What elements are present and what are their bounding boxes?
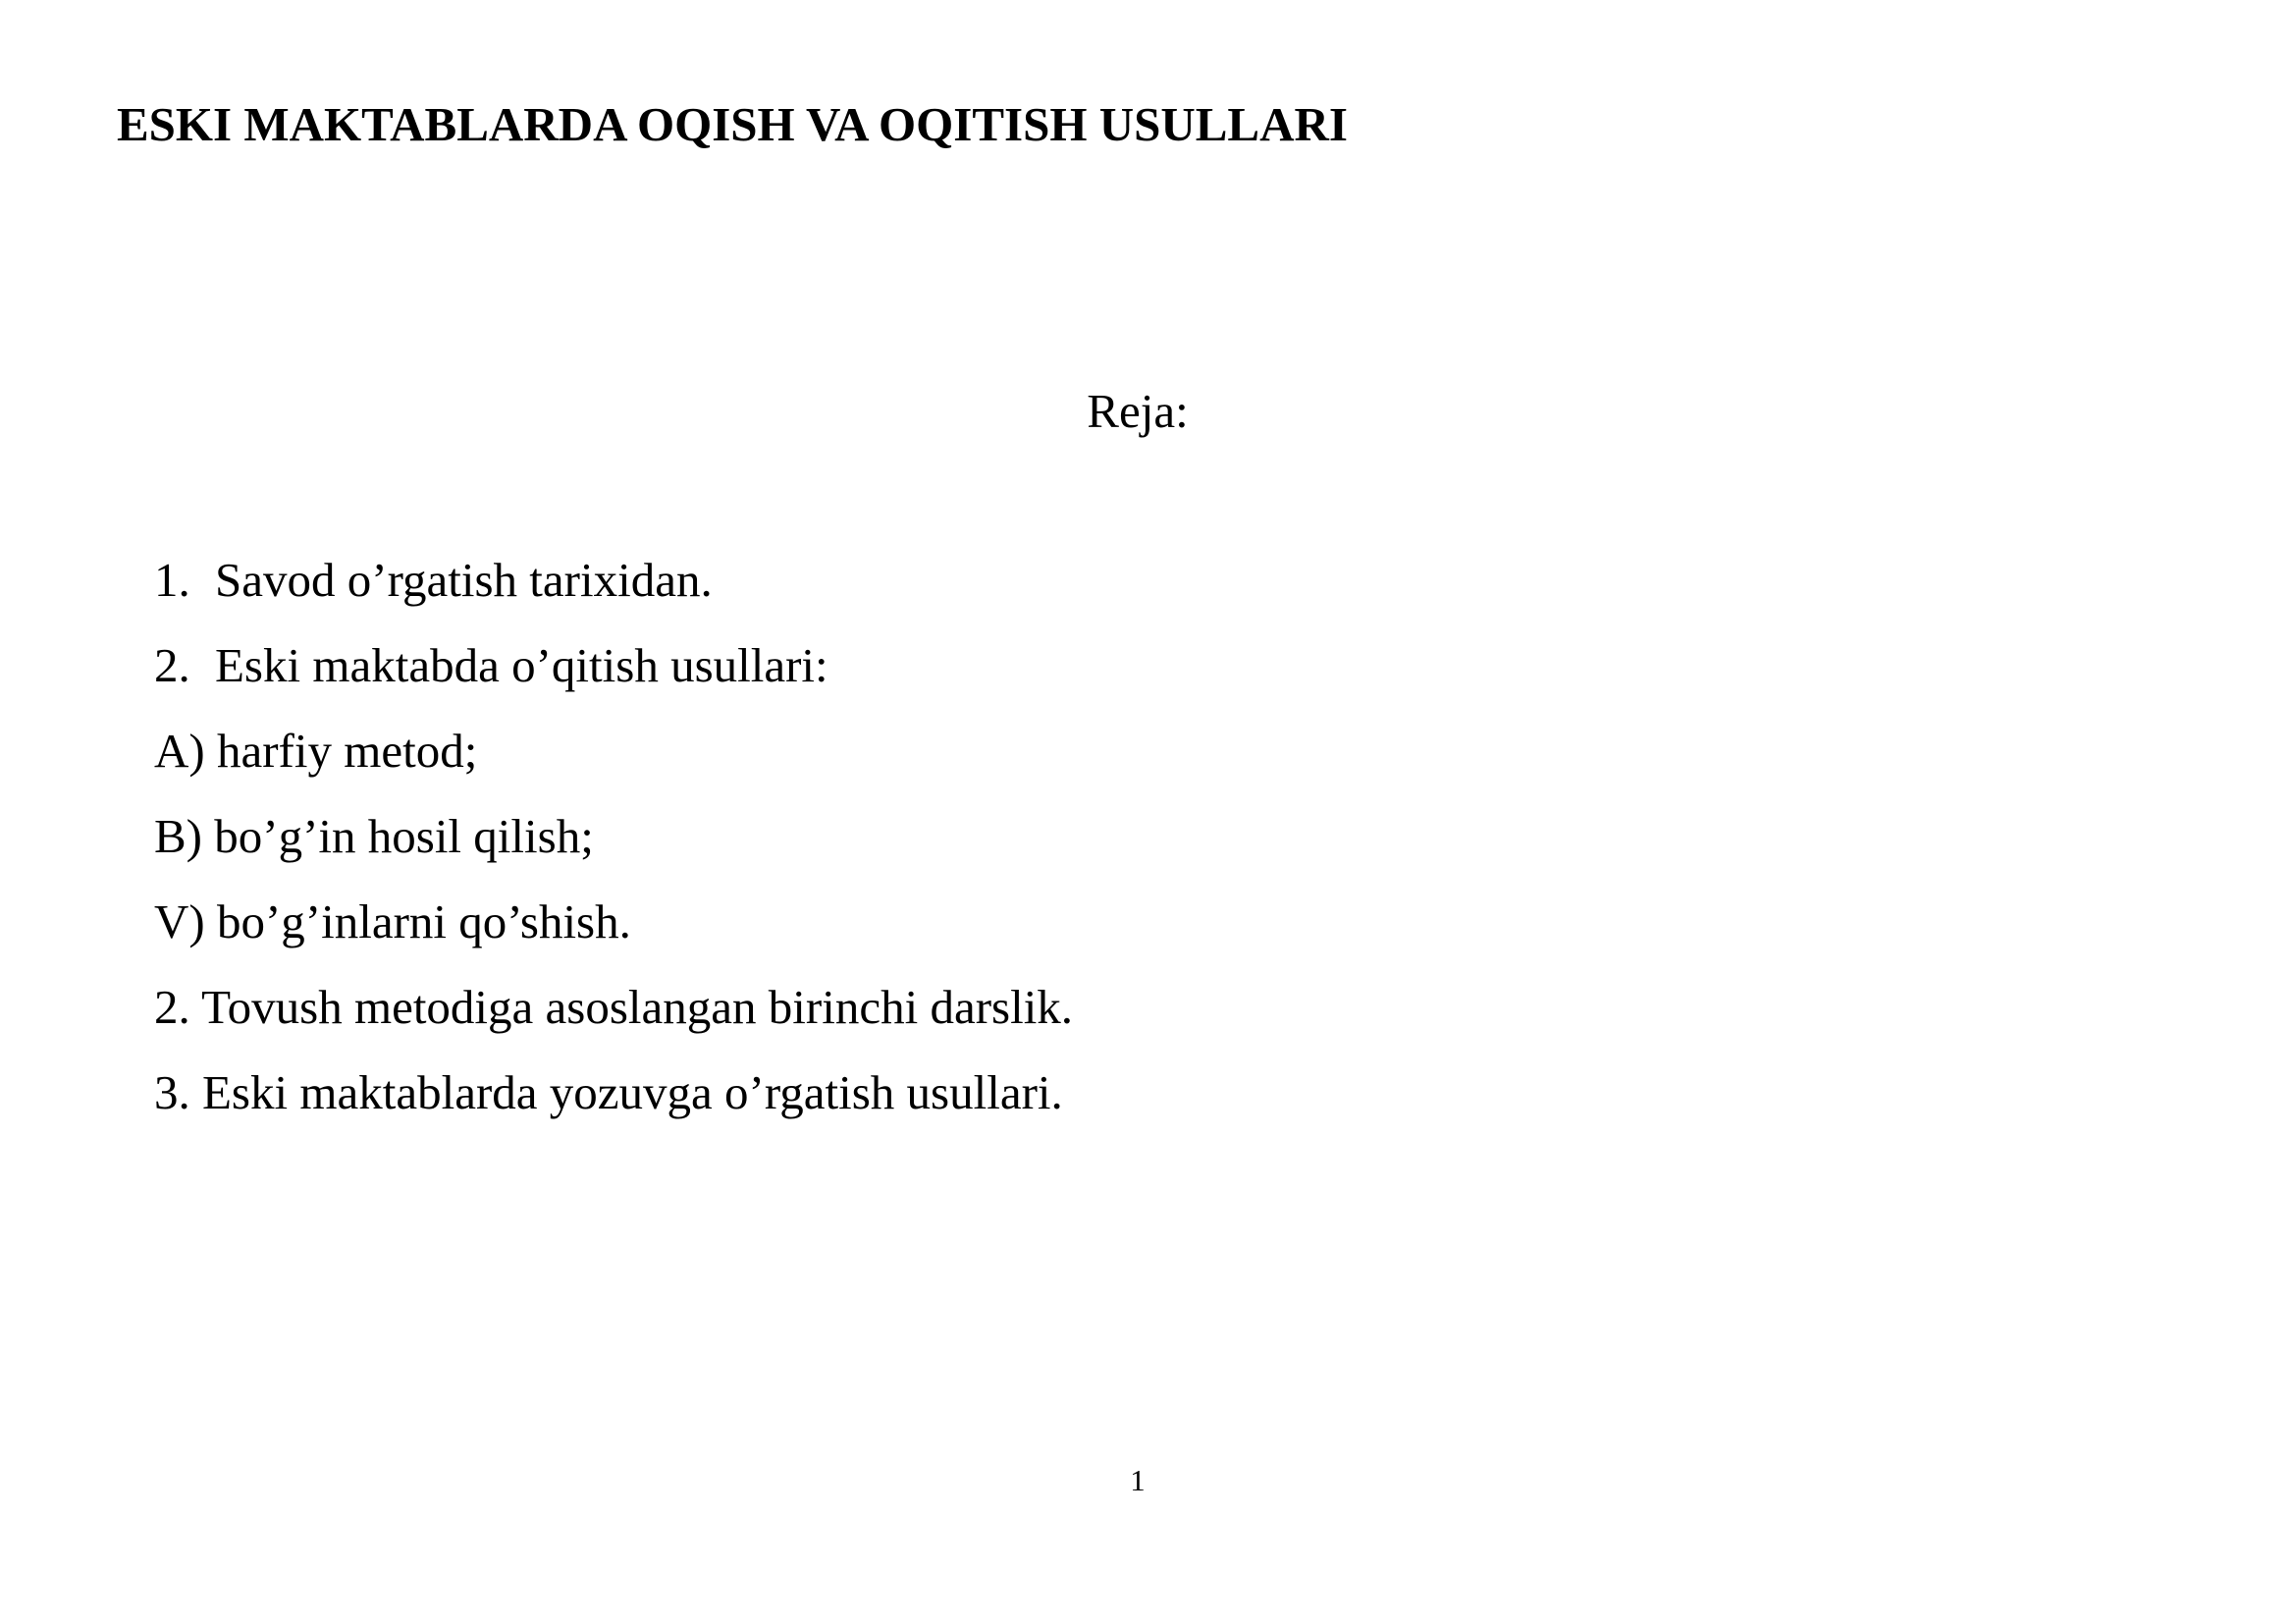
plan-item-marker: B) xyxy=(154,809,202,863)
plan-item xyxy=(154,977,1073,1062)
plan-item xyxy=(154,806,1073,892)
plan-item-text: Savod o’rgatish tarixidan. xyxy=(215,553,713,607)
plan-item xyxy=(154,635,1073,721)
plan-item-text: Tovush metodiga asoslangan birinchi darslik. xyxy=(201,980,1074,1034)
plan-item xyxy=(154,550,1073,635)
plan-list xyxy=(154,550,1073,1148)
plan-item-text: harfiy metod; xyxy=(216,724,478,778)
plan-item-text: bo’g’inlarni qo’shish. xyxy=(216,894,631,948)
plan-item-marker: A) xyxy=(154,724,205,778)
document-title: ESKI MAKTABLARDA OQISH VA OQITISH USULLARI xyxy=(117,97,1348,151)
plan-item-text: bo’g’in hosil qilish; xyxy=(214,809,594,863)
plan-item xyxy=(154,892,1073,977)
plan-item-text: Eski maktabda o’qitish usullari: xyxy=(215,638,828,692)
plan-item-marker: 1. xyxy=(154,553,190,607)
plan-item-marker: 2. xyxy=(154,638,190,692)
plan-item-marker: 3. xyxy=(154,1065,190,1119)
plan-item-text: Eski maktablarda yozuvga o’rgatish usullari. xyxy=(202,1065,1063,1119)
plan-item xyxy=(154,1062,1073,1148)
page-number: 1 xyxy=(1130,1463,1146,1497)
plan-item xyxy=(154,721,1073,806)
plan-item-marker: 2. xyxy=(154,980,190,1034)
plan-heading: Reja: xyxy=(1087,384,1189,438)
plan-item-marker: V) xyxy=(154,894,205,948)
